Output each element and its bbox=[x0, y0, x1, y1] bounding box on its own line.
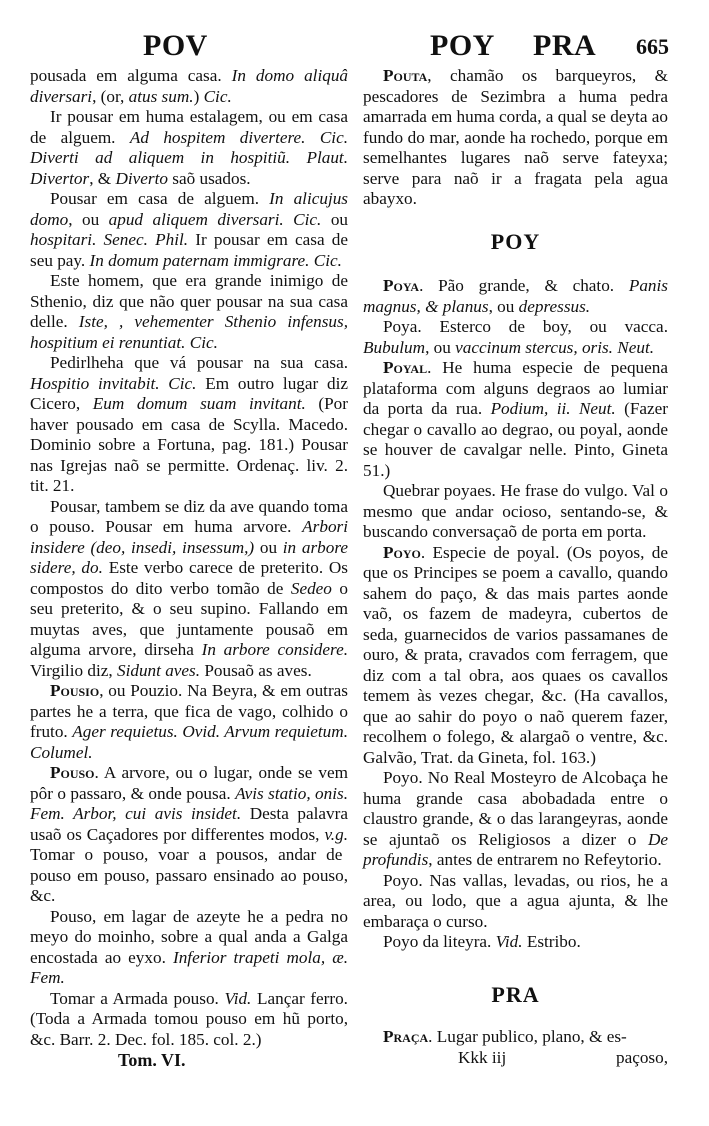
latin-gloss: Vid. bbox=[224, 988, 252, 1008]
entry-text: Pousar em casa de alguem. bbox=[50, 189, 270, 208]
latin-gloss: Inferior trapeti mola, æ. Fem. bbox=[30, 947, 348, 987]
left-running-head: POV bbox=[143, 29, 208, 62]
entry-text: Ir pousar em casa de seu pay. bbox=[30, 230, 348, 270]
latin-gloss: In alicujus domo bbox=[30, 189, 348, 229]
entry-text: , chamão os barqueyros, & pescadores de Sezimbra a huma pedra amarrada em huma corda, a qual se deyta ao fundo do mar, aonde ha rochedo, porque em semelhantes lugares naõ serve fateyxa; serve para naõ ir a fragata pela agua abayxo. bbox=[363, 66, 668, 208]
dictionary-entry-poyo-vallas bbox=[363, 871, 668, 933]
dictionary-entry-praca bbox=[363, 1027, 668, 1048]
dictionary-entry-pousar-casa-alguem bbox=[30, 189, 348, 271]
entry-text: , ou bbox=[488, 296, 519, 316]
running-header bbox=[0, 24, 709, 64]
volume-footer: Tom. VI. bbox=[118, 1050, 186, 1070]
entry-text: Pouso, em lagar de azeyte he a pedra no meyo do moinho, sobre a qual anda a Galga encostada ao eyxo. bbox=[30, 906, 348, 967]
latin-gloss: Hospitio invitabit. Cic. bbox=[30, 373, 197, 393]
right-column bbox=[363, 66, 668, 1068]
dictionary-entry-cont-pousada bbox=[30, 66, 348, 107]
page-number: 665 bbox=[636, 34, 669, 59]
entry-text: Desta palavra usaõ os Caçadores por differentes modos, bbox=[30, 804, 348, 844]
latin-gloss: Vid. bbox=[495, 932, 523, 951]
entry-text: o seu preterito, & o seu supino. Fallando em muytas aves, que juntamente pousaõ em alguma arvore, dirseha bbox=[30, 578, 348, 659]
entry-text: Este homem, que era grande inimigo de Sthenio, diz que não quer pousar na sua casa delle. bbox=[30, 271, 348, 331]
entry-text: Lançar ferro. (Toda a Armada tomou pouso em hũ porto, &c. Barr. 2. Dec. fol. 185. col. 2.) bbox=[30, 988, 348, 1049]
entry-text: Em outro lugar diz Cicero, bbox=[30, 373, 348, 413]
latin-gloss: In domo aliquâ diversari bbox=[30, 66, 349, 106]
latin-gloss: vaccinum stercus, oris. Neut. bbox=[455, 337, 655, 357]
entry-text: , ou bbox=[68, 209, 109, 229]
dictionary-entry-este-homem bbox=[30, 271, 348, 353]
entry-text: Este verbo carece de preterito. Os compostos do dito verbo tomão de bbox=[30, 558, 348, 598]
headword: Praça bbox=[383, 1027, 429, 1046]
latin-gloss: In arbore considere. bbox=[201, 640, 348, 659]
section-heading-poy: POY bbox=[490, 228, 541, 254]
headword: Pouta bbox=[383, 66, 428, 85]
dictionary-entry-poyo-alcobaca bbox=[363, 768, 668, 871]
right-entries-pouta bbox=[363, 66, 668, 210]
entry-text: . He huma especie de pequena plataforma com alguns degraos ao lumiar da porta da rua. bbox=[363, 358, 668, 418]
entry-text: . Pão grande, & chato. bbox=[419, 276, 629, 295]
latin-gloss: Diverto bbox=[115, 168, 168, 188]
entry-text: Pousaõ as aves. bbox=[200, 660, 312, 680]
entry-text: pousada em alguma casa. bbox=[30, 66, 232, 85]
entry-text: Estribo. bbox=[522, 932, 581, 951]
dictionary-entry-poya-pao bbox=[363, 276, 668, 317]
right-entries-pra bbox=[363, 1027, 668, 1048]
right-entries-poy bbox=[363, 276, 668, 953]
right-running-head-pra: PRA bbox=[533, 29, 597, 62]
latin-gloss: Bubulum bbox=[363, 337, 426, 357]
dictionary-entry-pousio bbox=[30, 681, 348, 763]
headword: Poyal bbox=[383, 358, 428, 377]
entry-text: Ir pousar em huma estalagem, ou em casa de alguem. bbox=[30, 107, 348, 147]
left-column bbox=[30, 66, 348, 1071]
latin-gloss: Cic. bbox=[203, 86, 232, 106]
entry-text: . Especie de poyal. (Os poyos, de que os Principes se poem a cavallo, quando sahem do paço, & das mais partes aonde vaõ, os fazem de madeyra, cubertos de seda, guarnecidos de varios passamanes de ouro, & prata, cravados com ferragem, que diz com a tal obra, aos quaes os cavallos temem às vezes chegar, &c. (Ha cavallos, que ao sahir do poyo o naõ querem fazer, recolhem o folego, & alargaõ o ventre, &c. Galvão, Trat. da Gineta, fol. 163.) bbox=[363, 542, 668, 767]
entry-text: , antes de entrarem no Refeytorio. bbox=[428, 850, 662, 869]
entry-text: (Fazer chegar o cavallo ao degrao, ou poyal, aonde se houver de cavalgar nelle. Pinto, Gineta 51.) bbox=[363, 399, 668, 480]
dictionary-entry-tomar-armada-pouso bbox=[30, 989, 348, 1051]
latin-gloss: v.g. bbox=[324, 824, 348, 844]
dictionary-entry-pedirlheha bbox=[30, 353, 348, 497]
catchword: paçoso, bbox=[615, 1047, 668, 1067]
signature-row bbox=[363, 1048, 668, 1068]
entry-text: , (or, bbox=[92, 86, 129, 106]
latin-gloss: Podium, ii. Neut. bbox=[490, 399, 616, 418]
entry-text: ou bbox=[254, 537, 283, 557]
entry-text: Tomar a Armada pouso. bbox=[50, 988, 225, 1008]
entry-text: (Por haver pousado em casa de Scylla. Macedo. Dominio sobre a Fortuna, pag. 181.) Pousar nas Igrejas naõ se permitte. Ordenaç. liv. 2. tit. 21. bbox=[30, 394, 348, 495]
latin-gloss: Arbori insidere (deo, insedi, insessum,) bbox=[30, 517, 348, 557]
latin-gloss: Panis magnus, & planus bbox=[363, 276, 668, 316]
entry-text: . A arvore, ou o lugar, onde se vem pôr o passaro, & onde pousa. bbox=[30, 763, 348, 803]
entry-text: Quebrar poyaes. He frase do vulgo. Val o mesmo que andar ocioso, sentando-se, & buscando conversaçaõ de porta em porta. bbox=[363, 481, 668, 541]
headword: Pouso bbox=[50, 763, 95, 782]
dictionary-entry-poya-esterco bbox=[363, 317, 668, 358]
entry-text: Poyo da liteyra. bbox=[383, 932, 496, 951]
dictionary-entry-poyo-especie bbox=[363, 543, 668, 769]
latin-gloss: Ager requietus. Ovid. Arvum requietum. Columel. bbox=[30, 722, 348, 762]
entry-text: Poya. Esterco de boy, ou vacca. bbox=[383, 317, 668, 336]
latin-gloss: Eum domum suam invitant. bbox=[92, 394, 306, 413]
entry-text: ou bbox=[321, 209, 349, 229]
entry-text: , ou Pouzio. Na Beyra, & em outras partes he a terra, que fica de vago, colhido o fruto. bbox=[30, 681, 348, 741]
latin-gloss: Iste, , vehementer Sthenio infensus, hospitium ei renuntiat. Cic. bbox=[30, 312, 348, 352]
entry-text: Poyo. Nas vallas, levadas, ou rios, he a area, ou lodo, que a agua ajunta, & lhe embaraça o curso. bbox=[363, 870, 668, 931]
dictionary-entry-pousar-ave bbox=[30, 497, 348, 682]
dictionary-entry-pouso-lagar bbox=[30, 907, 348, 989]
entry-text: saõ usados. bbox=[167, 168, 251, 188]
section-heading-pra: PRA bbox=[491, 981, 540, 1007]
headword: Pousio bbox=[50, 681, 100, 700]
latin-gloss: De profundis bbox=[363, 829, 668, 869]
dictionary-entry-poyo-liteyra bbox=[363, 932, 668, 953]
right-running-head-poy: POY bbox=[430, 29, 495, 62]
dictionary-entry-ir-pousar-estalagem bbox=[30, 107, 348, 189]
latin-gloss: Ad hospitem divertere. Cic. Diverti ad aliquem in hospitiũ. Plaut. Divertor bbox=[30, 127, 348, 188]
latin-gloss: in arbore sidere, do. bbox=[30, 537, 348, 577]
headword: Poyo bbox=[383, 542, 421, 562]
latin-gloss: hospitari. Senec. Phil. bbox=[30, 230, 189, 249]
left-entries bbox=[30, 66, 348, 1050]
headword: Poya bbox=[383, 276, 420, 295]
entry-text: , & bbox=[89, 168, 116, 188]
latin-gloss: atus sum. bbox=[128, 86, 194, 106]
dictionary-entry-pouta bbox=[363, 66, 668, 210]
entry-text: Tomar o pouso, voar a pousos, andar de pouso em pouso, passaro ensinado ao pouso, &c. bbox=[30, 845, 348, 905]
dictionary-entry-pouso-arvore bbox=[30, 763, 348, 907]
entry-text: Virgilio diz, bbox=[30, 660, 117, 680]
dictionary-entry-poyal bbox=[363, 358, 668, 481]
latin-gloss: apud aliquem diversari. Cic. bbox=[108, 209, 322, 229]
latin-gloss: In domum paternam immigrare. Cic. bbox=[89, 250, 342, 270]
entry-text: , ou bbox=[425, 337, 456, 357]
entry-text: Pousar, tambem se diz da ave quando toma o pouso. Pousar em huma arvore. bbox=[30, 496, 348, 536]
entry-text: ) bbox=[193, 86, 204, 106]
entry-text: Poyo. No Real Mosteyro de Alcobaça he huma grande casa abobadada entre o claustro grande, & o das larangeyras, aonde se ajuntaõ os Religiosos a dizer o bbox=[363, 768, 668, 849]
latin-gloss: Sidunt aves. bbox=[116, 660, 201, 680]
entry-text: Pedirlheha que vá pousar na sua casa. bbox=[50, 353, 348, 372]
signature-mark: Kkk iij bbox=[458, 1047, 507, 1067]
latin-gloss: Avis statio, onis. Fem. Arbor, cui avis insidet. bbox=[30, 783, 348, 823]
latin-gloss: Sedeo bbox=[290, 578, 332, 598]
entry-text: . Lugar publico, plano, & es- bbox=[428, 1027, 627, 1046]
latin-gloss: depressus. bbox=[518, 296, 591, 316]
dictionary-entry-quebrar-poyaes bbox=[363, 481, 668, 543]
